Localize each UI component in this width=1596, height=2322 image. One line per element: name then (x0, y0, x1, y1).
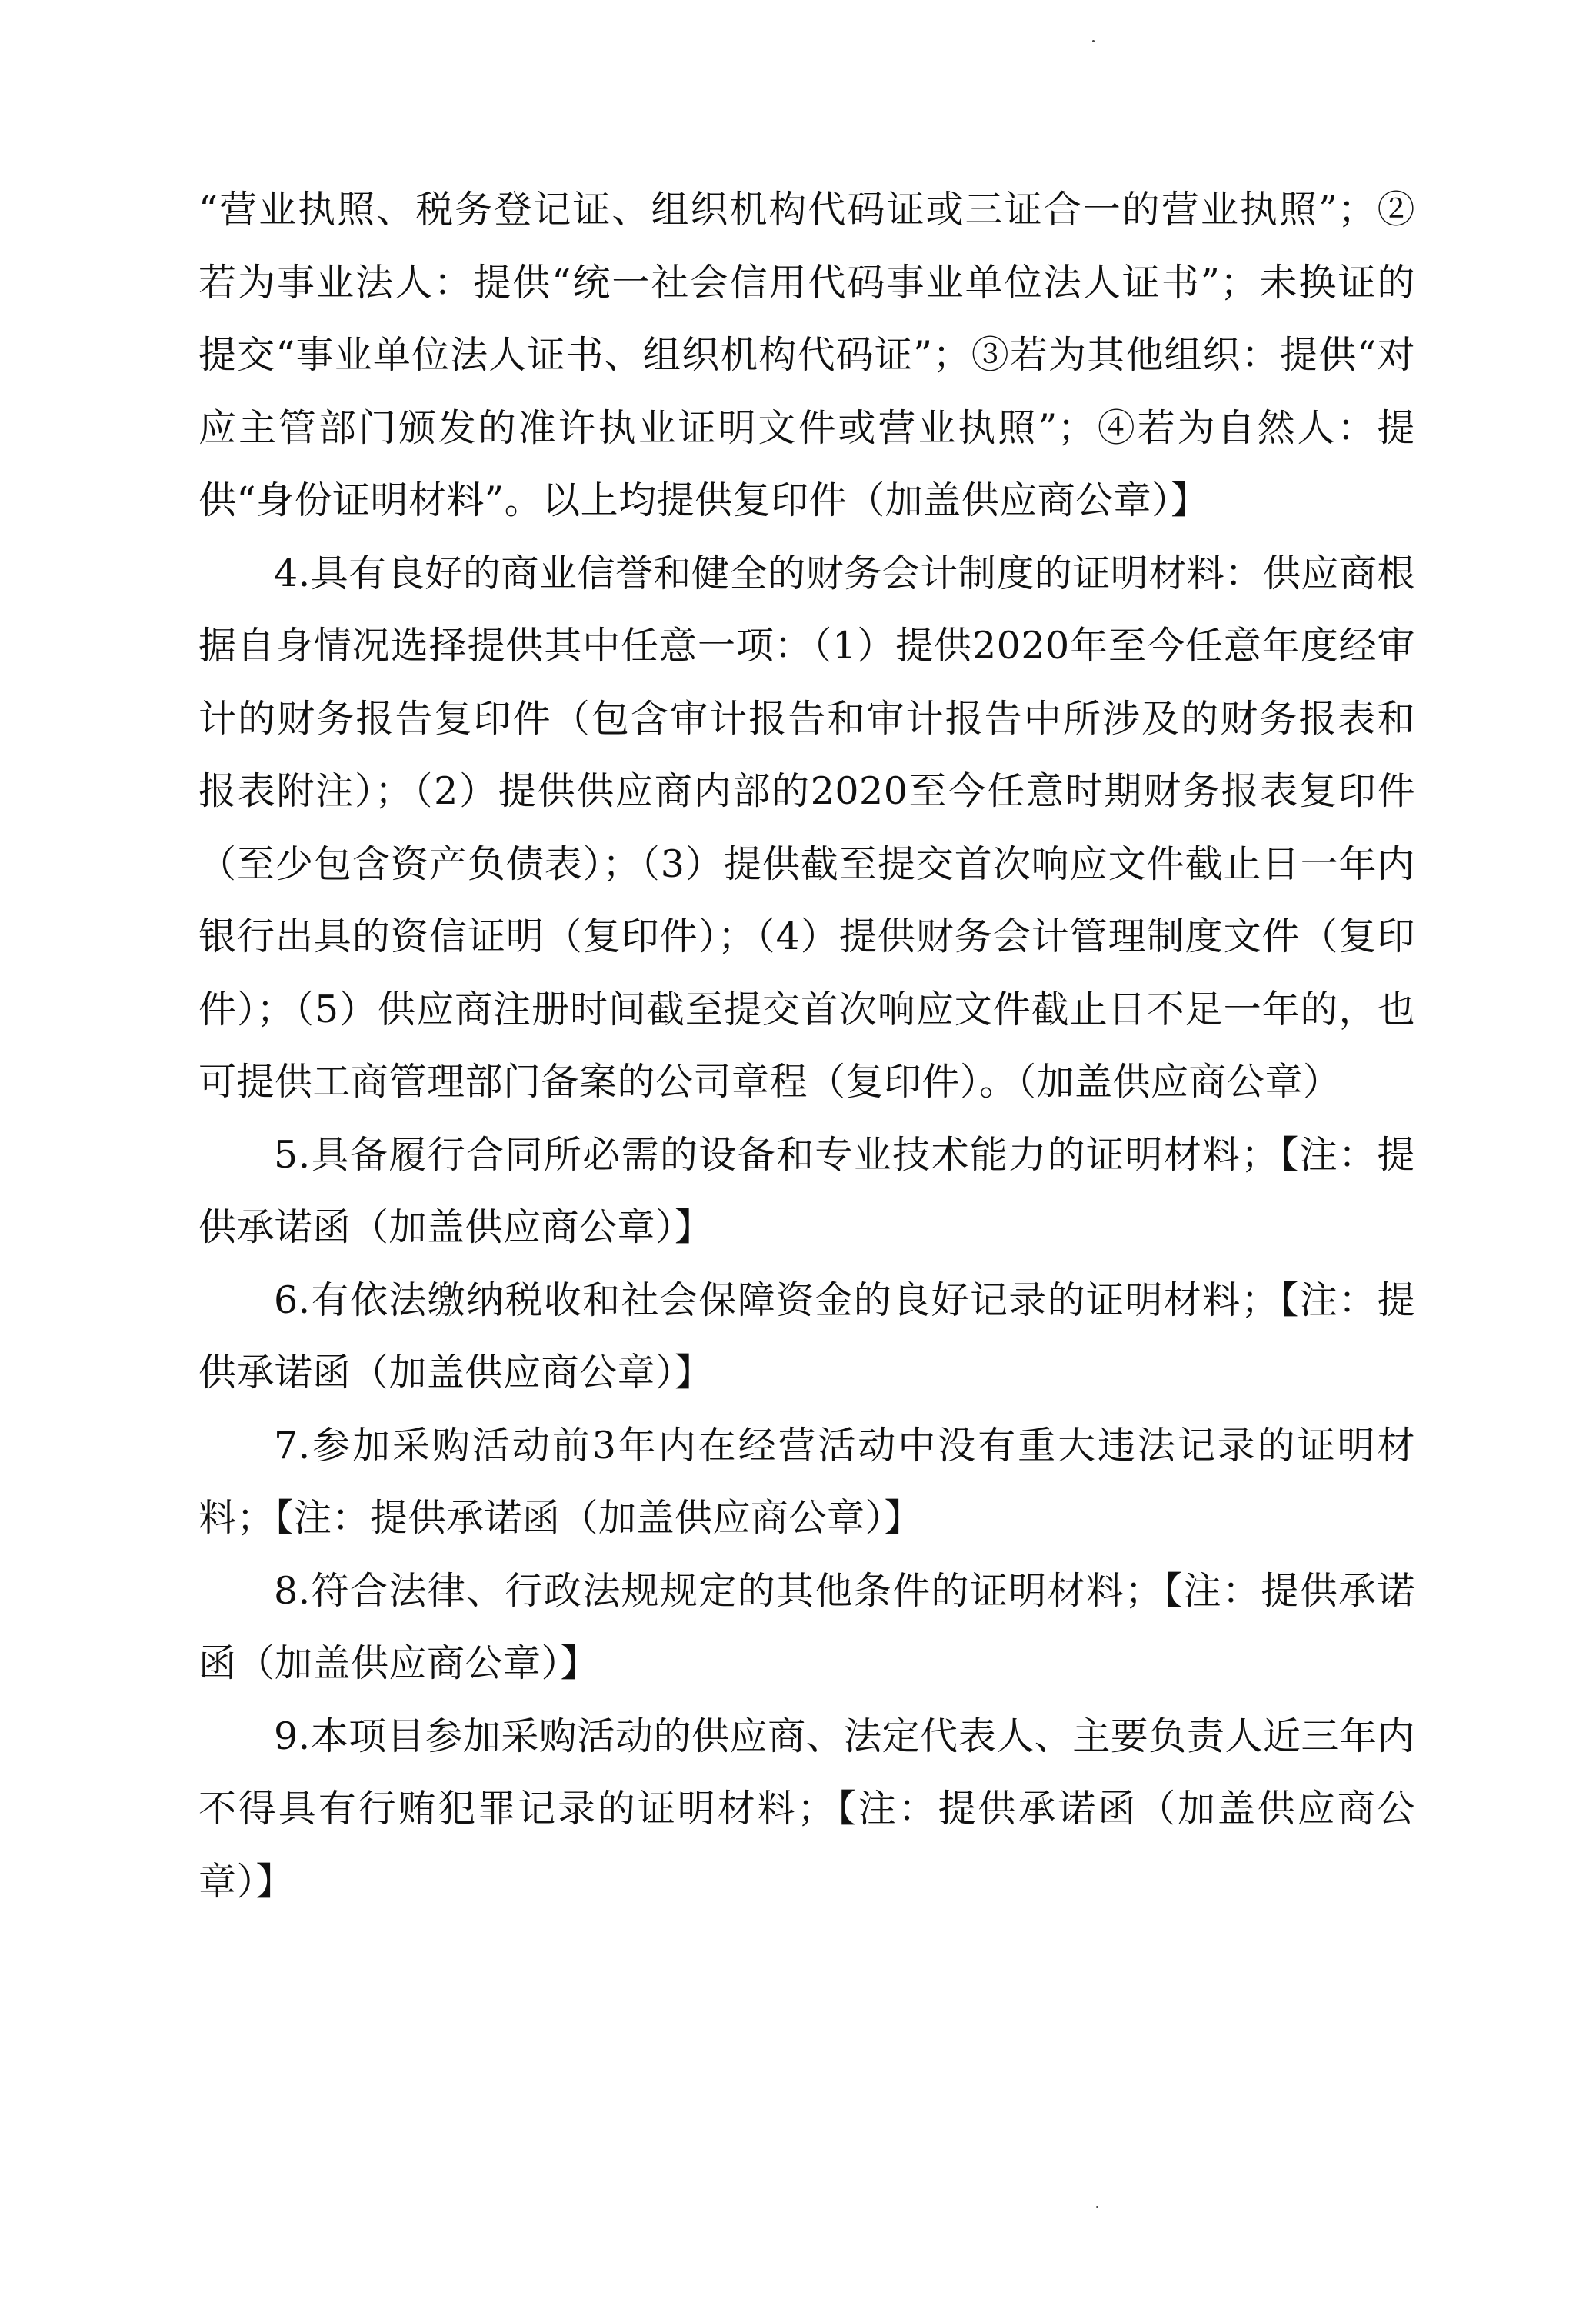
paragraph-item-5: 5.具备履行合同所必需的设备和专业技术能力的证明材料；【注：提供承诺函（加盖供应商公章）】 (198, 1132, 1415, 1249)
paragraph-item-9: 9.本项目参加采购活动的供应商、法定代表人、主要负责人近三年内不得具有行贿犯罪记录的证明材料；【注：提供承诺函（加盖供应商公章）】 (198, 1714, 1415, 1904)
scan-speck (1096, 2206, 1098, 2208)
paragraph-item-6: 6.有依法缴纳税收和社会保障资金的良好记录的证明材料；【注：提供承诺函（加盖供应商公章）】 (198, 1278, 1415, 1394)
paragraph-item-4: 4.具有良好的商业信誉和健全的财务会计制度的证明材料：供应商根据自身情况选择提供其中任意一项：（1）提供2020年至今任意年度经审计的财务报告复印件（包含审计报告和审计报告中所涉及的财务报表和报表附注）；（2）提供供应商内部的2020至今任意时期财务报表复印件（至少包含资产负债表）；（3）提供截至提交首次响应文件截止日一年内银行出具的资信证明（复印件）；（4）提供财务会计管理制度文件（复印件）；（5）供应商注册时间截至提交首次响应文件截止日不足一年的，也可提供工商管理部门备案的公司章程（复印件）。（加盖供应商公章） (198, 551, 1415, 1104)
scan-speck (1092, 40, 1095, 42)
paragraph-item-8: 8.符合法律、行政法规规定的其他条件的证明材料；【注：提供承诺函（加盖供应商公章）】 (198, 1568, 1415, 1685)
paragraph-item-7: 7.参加采购活动前3年内在经营活动中没有重大违法记录的证明材料；【注：提供承诺函（加盖供应商公章）】 (198, 1423, 1415, 1540)
document-body (198, 174, 1415, 1918)
paragraph-qualification-continued: “营业执照、税务登记证、组织机构代码证或三证合一的营业执照”；②若为事业法人：提供“统一社会信用代码事业单位法人证书”；未换证的提交“事业单位法人证书、组织机构代码证”；③若为其他组织：提供“对应主管部门颁发的准许执业证明文件或营业执照”；④若为自然人：提供“身份证明材料”。以上均提供复印件（加盖供应商公章）】 (198, 188, 1415, 522)
